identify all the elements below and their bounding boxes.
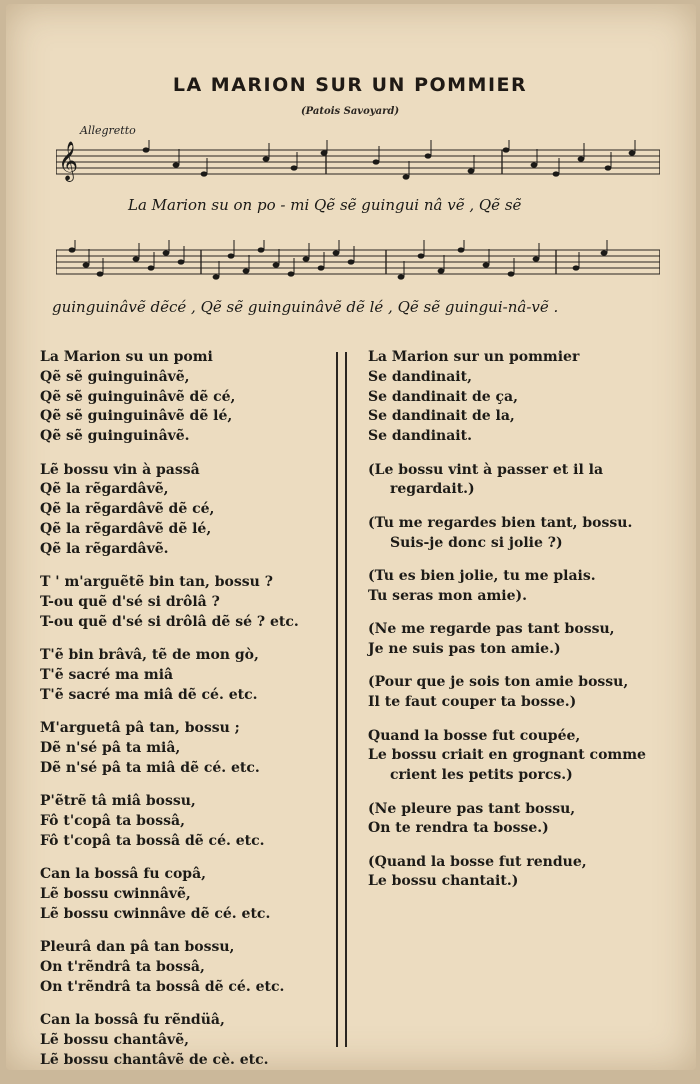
stanza [40,348,330,447]
verse-line: On t'rẽndrâ ta bossâ, [40,958,205,975]
note-head [605,165,612,170]
note-head [303,256,310,261]
french-translation [368,348,658,906]
note-head [133,256,140,261]
note-head [148,265,155,270]
column-divider-line [345,352,347,1047]
verse-line: Lẽ bossu cwinnâvẽ, [40,885,191,902]
verse-line: Qẽ la rẽgardâvẽ dẽ lé, [40,520,212,537]
note-head [553,171,560,176]
verse-line: (Ne me regarde pas tant bossu, [368,621,615,638]
verse-line: Le bossu criait en grognant comme [368,747,646,764]
note-head [143,147,150,152]
stanza [368,673,658,713]
note-head [531,162,538,167]
verse-line: T'ẽ bin brâvâ, tẽ de mon gò, [40,647,259,664]
stanza [368,514,658,554]
song-title: LA MARION SUR UN POMMIER [172,74,528,96]
song-subtitle: (Patois Savoyard) [300,106,400,117]
verse-line: Lẽ bossu chantâvẽ de cè. etc. [40,1051,269,1068]
verse-line: Se dandinait, [368,368,472,385]
note-head [425,153,432,158]
note-head [243,268,250,273]
note-head [398,274,405,279]
note-head [228,253,235,258]
note-head [201,171,208,176]
verse-line: Pleurâ dan pâ tan bossu, [40,939,235,956]
verse-line: Se dandinait de la, [368,408,515,425]
verse-line: Dẽ n'sé pâ ta miâ dẽ cé. etc. [40,759,260,776]
lyrics-line-1: La Marion su on po - mi Qẽ sẽ guingui nâ vẽ , Qẽ sẽ [128,196,522,214]
note-head [69,247,76,252]
verse-line: Le bossu chantait.) [368,873,519,890]
stanza [40,938,330,997]
verse-line: Quand la bosse fut coupée, [368,727,581,744]
verse-line: regardait.) [390,481,475,498]
note-head [629,150,636,155]
note-head [173,162,180,167]
verse-line: Suis-je donc si jolie ?) [390,534,563,551]
stanza [368,461,658,501]
verse-line: On t'rẽndrâ ta bossâ dẽ cé. etc. [40,978,285,995]
music-staff-2 [56,240,660,288]
note-head [263,156,270,161]
note-head [483,262,490,267]
note-head [163,250,170,255]
stanza [40,792,330,851]
verse-line: On te rendra ta bosse.) [368,820,549,837]
note-head [508,271,515,276]
note-head [601,250,608,255]
verse-line: Lẽ bossu chantâvẽ, [40,1031,189,1048]
note-head [178,259,185,264]
verse-line: Tu seras mon amie). [368,587,527,604]
verse-line: Lẽ bossu cwinnâve dẽ cé. etc. [40,905,271,922]
note-head [318,265,325,270]
stanza [40,1011,330,1070]
patois-verses [40,348,330,1084]
note-head [97,271,104,276]
note-head [438,268,445,273]
verse-line: Il te faut couper ta bosse.) [368,694,577,711]
verse-line: T'ẽ sacré ma miâ [40,666,174,683]
verse-line: (Quand la bosse fut rendue, [368,853,587,870]
verse-line: Can la bossâ fu copâ, [40,866,207,883]
verse-line: Qẽ sẽ guinguinâvẽ, [40,368,190,385]
stanza [40,461,330,560]
verse-line: Se dandinait. [368,428,472,445]
note-head [273,262,280,267]
note-head [291,165,298,170]
note-head [533,256,540,261]
note-head [468,168,475,173]
verse-line: (Le bossu vint à passer et il la [368,461,604,478]
note-head [503,147,510,152]
verse-line: Qẽ sẽ guinguinâvẽ. [40,428,190,445]
stanza [368,853,658,893]
note-head [258,247,265,252]
note-head [458,247,465,252]
stanza [40,865,330,924]
verse-line: crient les petits porcs.) [390,767,573,784]
verse-line: (Tu me regardes bien tant, bossu. [368,514,633,531]
note-head [213,274,220,279]
stanza [40,646,330,705]
note-head [578,156,585,161]
verse-line: T'ẽ sacré ma miâ dẽ cé. etc. [40,686,258,703]
verse-line: Qẽ sẽ guinguinâvẽ dẽ lé, [40,408,233,425]
verse-line: Qẽ la rẽgardâvẽ. [40,540,169,557]
verse-line: T-ou quẽ d'sé si drôlâ dẽ sé ? etc. [40,613,299,630]
note-head [83,262,90,267]
verse-line: T ' m'arguẽtẽ bin tan, bossu ? [40,574,273,591]
verse-line: Fô t'copâ ta bossâ, [40,812,185,829]
stanza [368,567,658,607]
verse-line: Lẽ bossu vin à passâ [40,461,200,478]
stanza [368,800,658,840]
note-head [403,174,410,179]
verse-line: (Ne pleure pas tant bossu, [368,800,576,817]
verse-line: (Pour que je sois ton amie bossu, [368,674,629,691]
note-head [573,265,580,270]
verse-line: P'ẽtrẽ tâ miâ bossu, [40,793,196,810]
treble-clef-icon: 𝄞 [58,141,79,181]
verse-line: Qẽ la rẽgardâvẽ, [40,481,169,498]
tempo-marking: Allegretto [80,124,136,137]
verse-line: T-ou quẽ d'sé si drôlâ ? [40,593,220,610]
stanza [368,727,658,786]
verse-line: La Marion su un pomi [40,349,213,365]
verse-line: Qẽ sẽ guinguinâvẽ dẽ cé, [40,388,236,405]
verse-line: Se dandinait de ça, [368,388,518,405]
column-divider-line [336,352,338,1047]
verse-line: (Tu es bien jolie, tu me plais. [368,567,596,584]
note-head [418,253,425,258]
verse-line: La Marion sur un pommier [368,349,580,365]
verse-line: Fô t'copâ ta bossâ dẽ cé. etc. [40,832,265,849]
note-head [333,250,340,255]
verse-line: Je ne suis pas ton amie.) [368,640,561,657]
note-head [321,150,328,155]
stanza [40,719,330,778]
music-staff-1 [56,140,660,188]
verse-line: M'arguetâ pâ tan, bossu ; [40,720,240,737]
stanza [368,348,658,447]
note-head [373,159,380,164]
note-head [348,259,355,264]
stanza [40,573,330,632]
verse-line: Dẽ n'sé pâ ta miâ, [40,739,181,756]
stanza [368,620,658,660]
note-head [288,271,295,276]
lyrics-line-2: guinguinâvẽ dẽcé , Qẽ sẽ guinguinâvẽ dẽ lé , Qẽ sẽ guingui-nâ-vẽ . [52,298,559,316]
verse-line: Can la bossâ fu rẽndüâ, [40,1012,225,1029]
verse-line: Qẽ la rẽgardâvẽ dẽ cé, [40,501,215,518]
